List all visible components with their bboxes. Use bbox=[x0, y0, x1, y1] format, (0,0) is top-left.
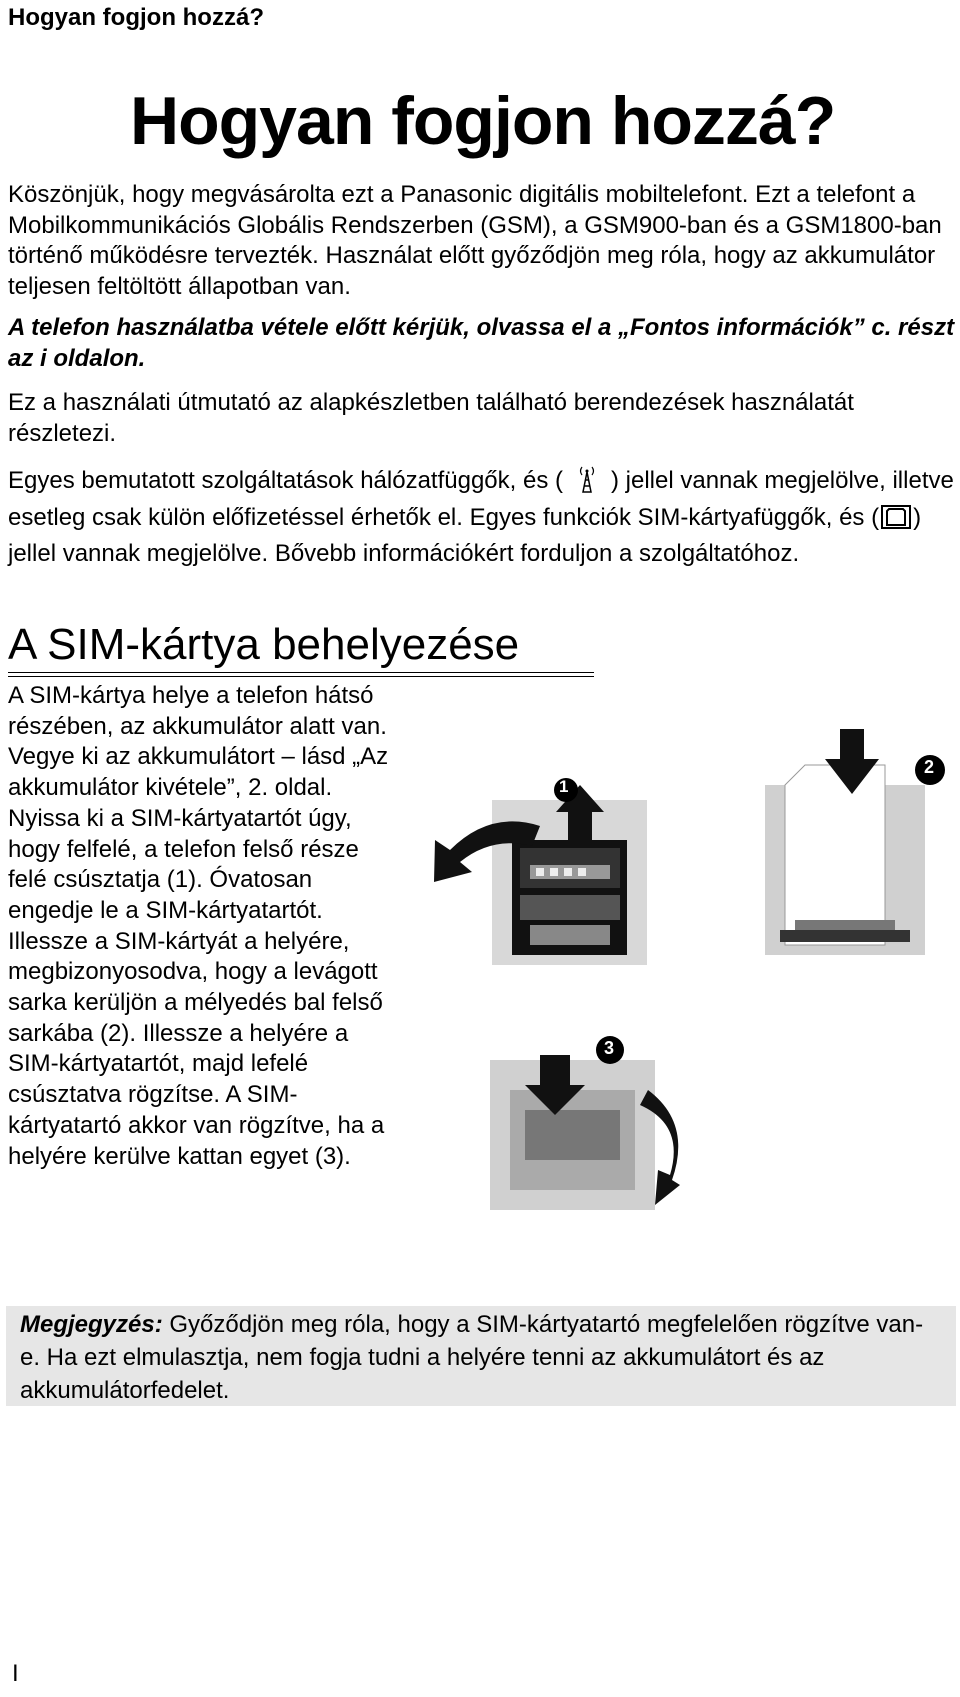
services-paragraph bbox=[8, 462, 958, 570]
intro-paragraph: Köszönjük, hogy megvásárolta ezt a Panasonic digitális mobiltelefont. Ezt a telefont a Mobilkommunikációs Globális Rendszerben (GSM), a GSM900-ban és a GSM1800-ban történő működésre tervezték. Használat előtt győződjön meg róla, hogy az akkumulátor teljesen feltöltött állapotban van. bbox=[8, 181, 942, 300]
section-title: A SIM-kártya behelyezése bbox=[8, 620, 520, 669]
section-divider bbox=[8, 672, 594, 677]
network-antenna-icon bbox=[563, 462, 611, 503]
sim-instructions: A SIM-kártya helye a telefon hátsó részében, az akkumulátor alatt van. Vegye ki az akkumulátort – lásd „Az akkumulátor kivétele”, 2. oldal. Nyissa ki a SIM-kártyatartót úgy, hogy felfelé, a telefon felső része felé csúsztatja (1). Óvatosan engedje le a SIM-kártyatartót. Illessze a SIM-kártyát a helyére, megbizonyosodva, hogy a levágott sarka kerüljön a mélyedés bal felső sarkába (2). Illessze a helyére a SIM-kártyatartót, majd lefelé csúsztatva rögzítse. A SIM-kártyatartó akkor van rögzítve, ha a helyére kerülve kattan egyet (3). bbox=[8, 682, 389, 1170]
sim-step-1-illustration bbox=[420, 770, 660, 975]
note-box bbox=[6, 1306, 956, 1406]
scope-paragraph: Ez a használati útmutató az alapkészletben található berendezések használatát részletezi. bbox=[8, 389, 854, 447]
step-2-badge: 2 bbox=[924, 757, 935, 777]
note-text: Győződjön meg róla, hogy a SIM-kártyatartó megfelelően rögzítve van-e. Ha ezt elmulasztja, nem fogja tudni a helyére tenni az akkumulátort és az akkumulátorfedelet. bbox=[20, 1311, 924, 1404]
sim-step-3-illustration bbox=[480, 1035, 700, 1230]
step-3-badge: 3 bbox=[604, 1038, 615, 1058]
page-number: I bbox=[12, 1660, 19, 1687]
step-1-badge: 1 bbox=[559, 777, 569, 796]
sim-card-icon bbox=[879, 503, 913, 540]
services-text-3: ) jellel vannak megjelölve. Bővebb információkért forduljon a szolgáltatóhoz. bbox=[8, 503, 922, 567]
important-notice: A telefon használatba vétele előtt kérjük, olvassa el a „Fontos információk” c. részt az i oldalon. bbox=[8, 314, 955, 372]
services-text-1: Egyes bemutatott szolgáltatások hálózatfüggők, és ( bbox=[8, 467, 563, 494]
note-label: Megjegyzés: bbox=[20, 1311, 163, 1338]
running-header: Hogyan fogjon hozzá? bbox=[8, 4, 264, 31]
services-text-2: ) jellel vannak megjelölve, illetve esetleg csak külön előfizetéssel érhetők el. Egyes funkciók SIM-kártyafüggők, és ( bbox=[8, 467, 954, 531]
page-title: Hogyan fogjon hozzá? bbox=[130, 83, 836, 159]
sim-step-2-illustration bbox=[765, 725, 945, 970]
